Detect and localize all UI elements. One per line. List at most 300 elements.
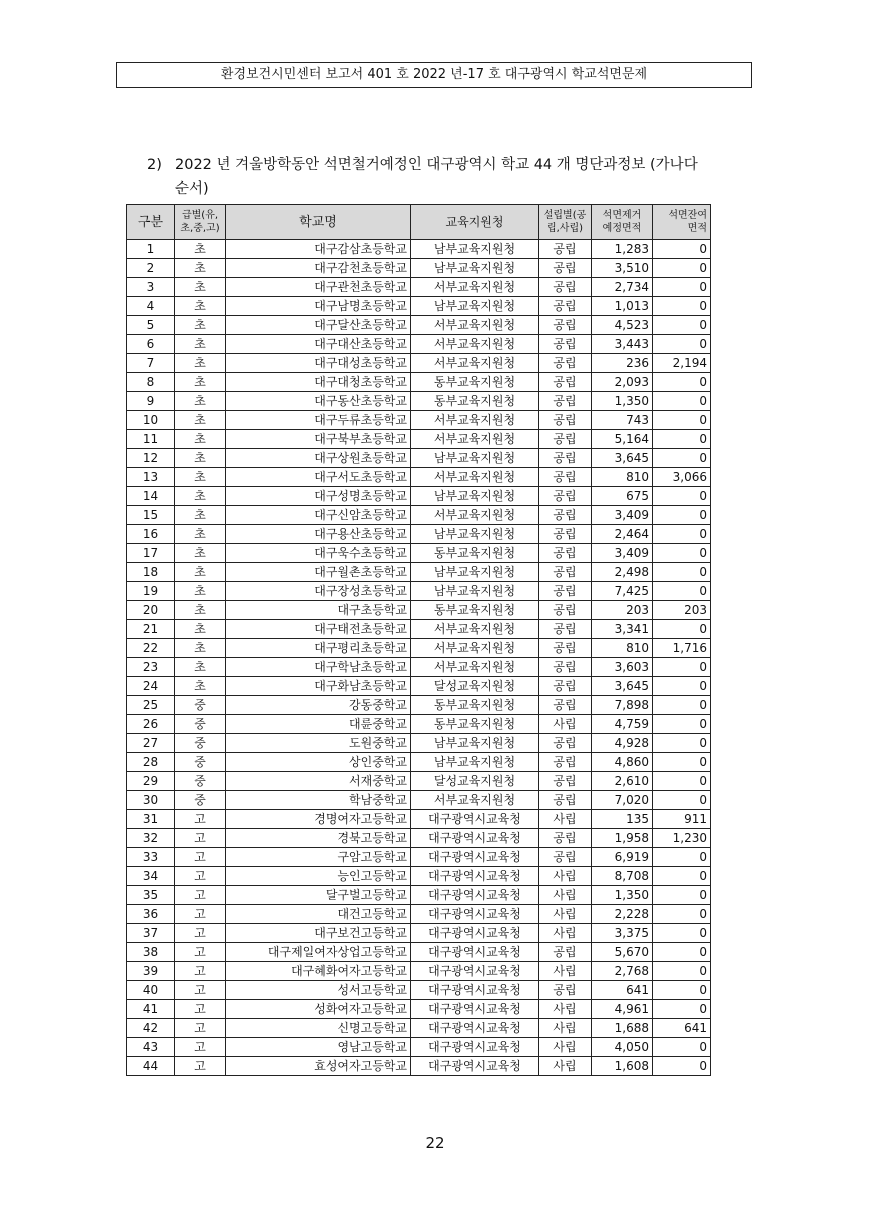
cell-type: 공립 <box>539 430 592 449</box>
cell-school-name: 대구달산초등학교 <box>226 316 411 335</box>
cell-remove-area: 7,425 <box>592 582 653 601</box>
cell-school-name: 대구상원초등학교 <box>226 449 411 468</box>
cell-remove-area: 1,283 <box>592 240 653 259</box>
cell-type: 공립 <box>539 487 592 506</box>
cell-no: 35 <box>127 886 175 905</box>
cell-no: 12 <box>127 449 175 468</box>
cell-school-name: 구암고등학교 <box>226 848 411 867</box>
cell-remove-area: 2,768 <box>592 962 653 981</box>
cell-remove-area: 675 <box>592 487 653 506</box>
cell-remain-area: 0 <box>653 411 711 430</box>
cell-level: 중 <box>175 715 226 734</box>
cell-remain-area: 2,194 <box>653 354 711 373</box>
cell-remove-area: 3,375 <box>592 924 653 943</box>
cell-level: 고 <box>175 1057 226 1076</box>
cell-remove-area: 2,610 <box>592 772 653 791</box>
cell-office: 남부교육지원청 <box>411 582 539 601</box>
cell-remain-area: 0 <box>653 1057 711 1076</box>
cell-remove-area: 743 <box>592 411 653 430</box>
cell-type: 사립 <box>539 924 592 943</box>
cell-level: 초 <box>175 297 226 316</box>
cell-no: 28 <box>127 753 175 772</box>
cell-remove-area: 4,860 <box>592 753 653 772</box>
table-row <box>127 373 711 392</box>
page-number: 22 <box>425 1134 445 1152</box>
cell-school-name: 대건고등학교 <box>226 905 411 924</box>
cell-remain-area: 0 <box>653 791 711 810</box>
cell-remain-area: 0 <box>653 259 711 278</box>
cell-remain-area: 0 <box>653 734 711 753</box>
cell-remain-area: 1,230 <box>653 829 711 848</box>
cell-remove-area: 203 <box>592 601 653 620</box>
table-row <box>127 1000 711 1019</box>
cell-no: 4 <box>127 297 175 316</box>
cell-school-name: 성화여자고등학교 <box>226 1000 411 1019</box>
cell-office: 동부교육지원청 <box>411 544 539 563</box>
cell-no: 36 <box>127 905 175 924</box>
cell-office: 동부교육지원청 <box>411 392 539 411</box>
cell-remove-area: 3,409 <box>592 544 653 563</box>
cell-office: 동부교육지원청 <box>411 373 539 392</box>
table-row <box>127 1019 711 1038</box>
cell-remain-area: 0 <box>653 1000 711 1019</box>
cell-type: 공립 <box>539 525 592 544</box>
cell-no: 2 <box>127 259 175 278</box>
table-row <box>127 658 711 677</box>
cell-remain-area: 0 <box>653 981 711 1000</box>
cell-remain-area: 0 <box>653 240 711 259</box>
cell-no: 44 <box>127 1057 175 1076</box>
cell-remain-area: 3,066 <box>653 468 711 487</box>
cell-level: 초 <box>175 487 226 506</box>
cell-remove-area: 4,050 <box>592 1038 653 1057</box>
cell-office: 남부교육지원청 <box>411 525 539 544</box>
cell-school-name: 대구태전초등학교 <box>226 620 411 639</box>
cell-school-name: 신명고등학교 <box>226 1019 411 1038</box>
cell-office: 달성교육지원청 <box>411 677 539 696</box>
cell-office: 서부교육지원청 <box>411 506 539 525</box>
cell-no: 10 <box>127 411 175 430</box>
table-row <box>127 582 711 601</box>
cell-school-name: 대구감천초등학교 <box>226 259 411 278</box>
cell-office: 대구광역시교육청 <box>411 924 539 943</box>
cell-school-name: 대구신암초등학교 <box>226 506 411 525</box>
cell-level: 고 <box>175 829 226 848</box>
cell-remain-area: 0 <box>653 525 711 544</box>
cell-remain-area: 0 <box>653 563 711 582</box>
report-header: 환경보건시민센터 보고서 401 호 2022 년-17 호 대구광역시 학교석면문제 <box>116 62 752 88</box>
cell-office: 서부교육지원청 <box>411 658 539 677</box>
table-row <box>127 905 711 924</box>
cell-level: 고 <box>175 981 226 1000</box>
cell-type: 공립 <box>539 468 592 487</box>
cell-remove-area: 8,708 <box>592 867 653 886</box>
cell-level: 초 <box>175 525 226 544</box>
table-row <box>127 886 711 905</box>
cell-office: 대구광역시교육청 <box>411 810 539 829</box>
cell-remove-area: 2,734 <box>592 278 653 297</box>
cell-type: 공립 <box>539 677 592 696</box>
cell-no: 26 <box>127 715 175 734</box>
cell-no: 8 <box>127 373 175 392</box>
cell-no: 20 <box>127 601 175 620</box>
cell-level: 고 <box>175 848 226 867</box>
cell-office: 남부교육지원청 <box>411 240 539 259</box>
cell-no: 11 <box>127 430 175 449</box>
cell-level: 초 <box>175 544 226 563</box>
header-school: 학교명 <box>226 205 411 240</box>
cell-type: 공립 <box>539 259 592 278</box>
cell-remove-area: 5,670 <box>592 943 653 962</box>
cell-type: 사립 <box>539 810 592 829</box>
cell-type: 사립 <box>539 1057 592 1076</box>
cell-remain-area: 0 <box>653 373 711 392</box>
cell-no: 3 <box>127 278 175 297</box>
cell-level: 고 <box>175 867 226 886</box>
cell-type: 공립 <box>539 981 592 1000</box>
table-row <box>127 696 711 715</box>
cell-school-name: 강동중학교 <box>226 696 411 715</box>
cell-remain-area: 0 <box>653 677 711 696</box>
cell-remain-area: 0 <box>653 753 711 772</box>
cell-school-name: 대구대청초등학교 <box>226 373 411 392</box>
cell-remove-area: 810 <box>592 468 653 487</box>
table-row <box>127 1038 711 1057</box>
cell-level: 초 <box>175 620 226 639</box>
cell-type: 사립 <box>539 962 592 981</box>
cell-type: 사립 <box>539 1000 592 1019</box>
cell-no: 1 <box>127 240 175 259</box>
table-row <box>127 829 711 848</box>
cell-office: 서부교육지원청 <box>411 335 539 354</box>
cell-office: 남부교육지원청 <box>411 753 539 772</box>
cell-office: 서부교육지원청 <box>411 354 539 373</box>
cell-remain-area: 0 <box>653 316 711 335</box>
cell-type: 공립 <box>539 658 592 677</box>
cell-remain-area: 0 <box>653 924 711 943</box>
cell-office: 서부교육지원청 <box>411 430 539 449</box>
cell-remove-area: 810 <box>592 639 653 658</box>
cell-level: 초 <box>175 278 226 297</box>
cell-level: 중 <box>175 753 226 772</box>
cell-type: 공립 <box>539 392 592 411</box>
header-no: 구분 <box>127 205 175 240</box>
cell-remove-area: 3,645 <box>592 677 653 696</box>
cell-school-name: 효성여자고등학교 <box>226 1057 411 1076</box>
cell-office: 대구광역시교육청 <box>411 905 539 924</box>
cell-remain-area: 0 <box>653 506 711 525</box>
table-row <box>127 354 711 373</box>
cell-office: 서부교육지원청 <box>411 468 539 487</box>
cell-level: 초 <box>175 411 226 430</box>
cell-level: 고 <box>175 1000 226 1019</box>
cell-no: 25 <box>127 696 175 715</box>
cell-type: 공립 <box>539 411 592 430</box>
cell-remove-area: 3,510 <box>592 259 653 278</box>
section-title-line1: 2022 년 겨울방학동안 석면철거예정인 대구광역시 학교 44 개 명단과정보 (가나다 <box>175 157 698 173</box>
cell-school-name: 대구초등학교 <box>226 601 411 620</box>
table-row <box>127 259 711 278</box>
cell-office: 남부교육지원청 <box>411 259 539 278</box>
cell-level: 초 <box>175 354 226 373</box>
cell-level: 초 <box>175 639 226 658</box>
cell-no: 41 <box>127 1000 175 1019</box>
cell-type: 공립 <box>539 772 592 791</box>
cell-school-name: 대구화남초등학교 <box>226 677 411 696</box>
cell-office: 동부교육지원청 <box>411 696 539 715</box>
table-row <box>127 962 711 981</box>
cell-school-name: 대륜중학교 <box>226 715 411 734</box>
cell-level: 중 <box>175 791 226 810</box>
cell-type: 사립 <box>539 905 592 924</box>
cell-no: 15 <box>127 506 175 525</box>
cell-office: 대구광역시교육청 <box>411 1057 539 1076</box>
cell-office: 대구광역시교육청 <box>411 962 539 981</box>
cell-office: 서부교육지원청 <box>411 639 539 658</box>
table-row <box>127 791 711 810</box>
cell-office: 남부교육지원청 <box>411 487 539 506</box>
cell-remove-area: 1,350 <box>592 392 653 411</box>
cell-type: 공립 <box>539 753 592 772</box>
cell-remain-area: 0 <box>653 943 711 962</box>
cell-no: 31 <box>127 810 175 829</box>
cell-type: 사립 <box>539 886 592 905</box>
cell-level: 초 <box>175 449 226 468</box>
cell-type: 공립 <box>539 943 592 962</box>
cell-office: 남부교육지원청 <box>411 297 539 316</box>
cell-remove-area: 3,341 <box>592 620 653 639</box>
cell-no: 13 <box>127 468 175 487</box>
cell-remove-area: 236 <box>592 354 653 373</box>
cell-office: 서부교육지원청 <box>411 278 539 297</box>
cell-office: 남부교육지원청 <box>411 563 539 582</box>
cell-remain-area: 1,716 <box>653 639 711 658</box>
cell-no: 38 <box>127 943 175 962</box>
cell-office: 대구광역시교육청 <box>411 981 539 1000</box>
cell-level: 초 <box>175 677 226 696</box>
cell-remain-area: 0 <box>653 620 711 639</box>
cell-remain-area: 0 <box>653 658 711 677</box>
cell-no: 33 <box>127 848 175 867</box>
cell-remain-area: 203 <box>653 601 711 620</box>
cell-no: 39 <box>127 962 175 981</box>
header-office: 교육지원청 <box>411 205 539 240</box>
cell-remain-area: 0 <box>653 696 711 715</box>
cell-type: 공립 <box>539 506 592 525</box>
cell-remain-area: 0 <box>653 430 711 449</box>
cell-remove-area: 1,958 <box>592 829 653 848</box>
cell-remain-area: 0 <box>653 867 711 886</box>
cell-office: 대구광역시교육청 <box>411 943 539 962</box>
table-body <box>127 240 711 1076</box>
cell-remove-area: 4,961 <box>592 1000 653 1019</box>
cell-school-name: 성서고등학교 <box>226 981 411 1000</box>
cell-office: 서부교육지원청 <box>411 316 539 335</box>
cell-remain-area: 0 <box>653 449 711 468</box>
cell-office: 서부교육지원청 <box>411 791 539 810</box>
cell-school-name: 대구학남초등학교 <box>226 658 411 677</box>
header-level: 급별(유, 초,중,고) <box>175 205 226 240</box>
cell-office: 대구광역시교육청 <box>411 829 539 848</box>
cell-school-name: 대구서도초등학교 <box>226 468 411 487</box>
cell-remain-area: 0 <box>653 487 711 506</box>
cell-school-name: 대구감삼초등학교 <box>226 240 411 259</box>
cell-remove-area: 3,409 <box>592 506 653 525</box>
cell-type: 공립 <box>539 791 592 810</box>
cell-remove-area: 1,013 <box>592 297 653 316</box>
cell-school-name: 대구월촌초등학교 <box>226 563 411 582</box>
table-row <box>127 525 711 544</box>
header-remain-area: 석면잔여 면적 <box>653 205 711 240</box>
cell-type: 공립 <box>539 278 592 297</box>
cell-level: 초 <box>175 259 226 278</box>
table-row <box>127 563 711 582</box>
cell-no: 7 <box>127 354 175 373</box>
table-row <box>127 810 711 829</box>
table-row <box>127 943 711 962</box>
cell-no: 37 <box>127 924 175 943</box>
cell-remain-area: 0 <box>653 962 711 981</box>
table-row <box>127 734 711 753</box>
cell-type: 공립 <box>539 582 592 601</box>
cell-level: 초 <box>175 506 226 525</box>
cell-school-name: 대구남명초등학교 <box>226 297 411 316</box>
table-row <box>127 1057 711 1076</box>
table-row <box>127 981 711 1000</box>
cell-no: 23 <box>127 658 175 677</box>
cell-remain-area: 0 <box>653 335 711 354</box>
cell-type: 공립 <box>539 297 592 316</box>
table-row <box>127 848 711 867</box>
cell-office: 대구광역시교육청 <box>411 867 539 886</box>
cell-remain-area: 0 <box>653 297 711 316</box>
cell-no: 32 <box>127 829 175 848</box>
cell-school-name: 서재중학교 <box>226 772 411 791</box>
table-row <box>127 297 711 316</box>
cell-type: 공립 <box>539 848 592 867</box>
cell-school-name: 대구대성초등학교 <box>226 354 411 373</box>
table-row <box>127 867 711 886</box>
cell-school-name: 대구관천초등학교 <box>226 278 411 297</box>
cell-office: 대구광역시교육청 <box>411 886 539 905</box>
cell-level: 초 <box>175 468 226 487</box>
cell-school-name: 대구두류초등학교 <box>226 411 411 430</box>
cell-no: 43 <box>127 1038 175 1057</box>
cell-type: 사립 <box>539 1038 592 1057</box>
header-remove-area: 석면제거 예정면적 <box>592 205 653 240</box>
table-row <box>127 677 711 696</box>
cell-type: 공립 <box>539 544 592 563</box>
cell-remain-area: 0 <box>653 1038 711 1057</box>
cell-school-name: 대구장성초등학교 <box>226 582 411 601</box>
cell-type: 공립 <box>539 601 592 620</box>
table-row <box>127 544 711 563</box>
cell-remain-area: 0 <box>653 905 711 924</box>
cell-school-name: 대구북부초등학교 <box>226 430 411 449</box>
cell-remove-area: 6,919 <box>592 848 653 867</box>
cell-no: 21 <box>127 620 175 639</box>
cell-type: 공립 <box>539 373 592 392</box>
cell-school-name: 대구동산초등학교 <box>226 392 411 411</box>
cell-no: 27 <box>127 734 175 753</box>
cell-office: 동부교육지원청 <box>411 715 539 734</box>
cell-level: 초 <box>175 582 226 601</box>
cell-no: 34 <box>127 867 175 886</box>
cell-no: 18 <box>127 563 175 582</box>
cell-office: 대구광역시교육청 <box>411 848 539 867</box>
cell-no: 42 <box>127 1019 175 1038</box>
cell-level: 고 <box>175 810 226 829</box>
cell-no: 9 <box>127 392 175 411</box>
table-row <box>127 316 711 335</box>
table-row <box>127 392 711 411</box>
cell-school-name: 달구벌고등학교 <box>226 886 411 905</box>
cell-level: 고 <box>175 962 226 981</box>
table-row <box>127 240 711 259</box>
table-row <box>127 772 711 791</box>
cell-level: 고 <box>175 943 226 962</box>
cell-remove-area: 4,759 <box>592 715 653 734</box>
cell-remain-area: 0 <box>653 886 711 905</box>
cell-type: 사립 <box>539 715 592 734</box>
cell-remain-area: 911 <box>653 810 711 829</box>
cell-type: 사립 <box>539 867 592 886</box>
cell-level: 고 <box>175 924 226 943</box>
cell-remove-area: 1,350 <box>592 886 653 905</box>
cell-no: 14 <box>127 487 175 506</box>
header-type: 설립별(공 립,사립) <box>539 205 592 240</box>
cell-remove-area: 2,228 <box>592 905 653 924</box>
table-row <box>127 601 711 620</box>
table-row <box>127 620 711 639</box>
cell-school-name: 도원중학교 <box>226 734 411 753</box>
cell-no: 16 <box>127 525 175 544</box>
cell-remain-area: 0 <box>653 278 711 297</box>
cell-school-name: 영남고등학교 <box>226 1038 411 1057</box>
cell-school-name: 대구욱수초등학교 <box>226 544 411 563</box>
cell-remain-area: 641 <box>653 1019 711 1038</box>
table-row <box>127 487 711 506</box>
cell-type: 공립 <box>539 696 592 715</box>
cell-level: 중 <box>175 772 226 791</box>
cell-remain-area: 0 <box>653 544 711 563</box>
cell-remove-area: 2,498 <box>592 563 653 582</box>
cell-type: 공립 <box>539 335 592 354</box>
cell-level: 초 <box>175 430 226 449</box>
table-row <box>127 924 711 943</box>
cell-no: 40 <box>127 981 175 1000</box>
cell-type: 사립 <box>539 1019 592 1038</box>
table-row <box>127 449 711 468</box>
cell-remove-area: 5,164 <box>592 430 653 449</box>
cell-no: 29 <box>127 772 175 791</box>
cell-remove-area: 2,464 <box>592 525 653 544</box>
cell-level: 초 <box>175 316 226 335</box>
cell-remove-area: 7,020 <box>592 791 653 810</box>
cell-no: 19 <box>127 582 175 601</box>
cell-remove-area: 4,523 <box>592 316 653 335</box>
cell-office: 남부교육지원청 <box>411 734 539 753</box>
cell-level: 초 <box>175 392 226 411</box>
cell-no: 22 <box>127 639 175 658</box>
cell-remove-area: 3,603 <box>592 658 653 677</box>
cell-level: 초 <box>175 658 226 677</box>
cell-no: 30 <box>127 791 175 810</box>
cell-type: 공립 <box>539 563 592 582</box>
table-row <box>127 411 711 430</box>
cell-remove-area: 2,093 <box>592 373 653 392</box>
cell-remain-area: 0 <box>653 392 711 411</box>
